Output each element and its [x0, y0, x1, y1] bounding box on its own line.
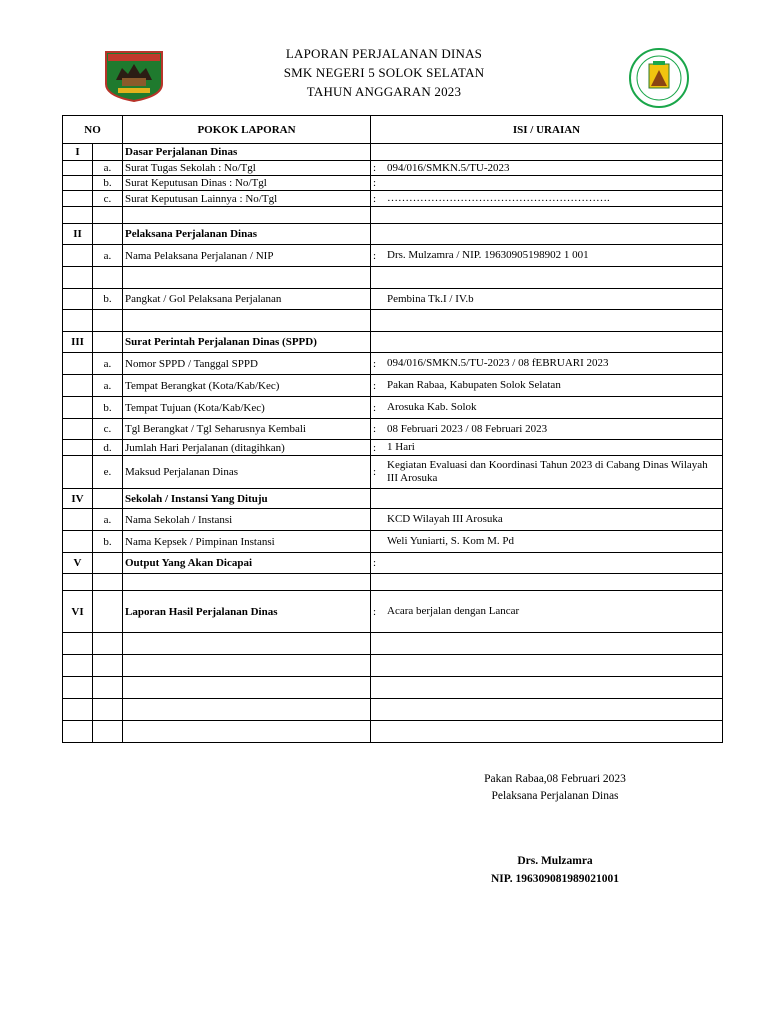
- signer-name: Drs. Mulzamra: [517, 855, 593, 867]
- row-colon: :: [373, 441, 377, 454]
- row-value: Pembina Tk.I / IV.b: [387, 292, 474, 305]
- row-value-cell: [371, 633, 723, 655]
- row-value: Arosuka Kab. Solok: [387, 401, 477, 413]
- footer-role: Pelaksana Perjalanan Dinas: [491, 790, 619, 802]
- row-number: VI: [63, 591, 93, 633]
- row-sub-letter: [93, 591, 123, 633]
- row-sub-letter: [93, 207, 123, 224]
- row-sub-letter: [93, 574, 123, 591]
- row-number: [63, 310, 93, 332]
- row-label: Pangkat / Gol Pelaksana Perjalanan: [123, 289, 371, 310]
- row-value-cell: [371, 353, 723, 375]
- row-value-cell: [371, 310, 723, 332]
- row-value-cell: [371, 574, 723, 591]
- row-value-cell: [371, 699, 723, 721]
- row-sub-letter: b.: [93, 176, 123, 191]
- row-value-cell: [371, 191, 723, 207]
- header-pokok: POKOK LAPORAN: [123, 116, 371, 144]
- row-value: Acara berjalan dengan Lancar: [387, 605, 520, 617]
- row-label: Tempat Berangkat (Kota/Kab/Kec): [123, 375, 371, 397]
- row-colon: :: [373, 423, 377, 435]
- row-label: [123, 574, 371, 591]
- row-label: Surat Keputusan Dinas : No/Tgl: [123, 176, 371, 191]
- row-label: Surat Perintah Perjalanan Dinas (SPPD): [123, 332, 371, 353]
- row-number: [63, 440, 93, 456]
- row-colon: :: [373, 177, 377, 189]
- table-row: [63, 591, 723, 633]
- row-value-cell: [371, 207, 723, 224]
- row-number: [63, 419, 93, 440]
- row-colon: :: [373, 557, 377, 569]
- row-value-cell: [371, 553, 723, 574]
- row-value-cell: [371, 655, 723, 677]
- row-number: I: [63, 144, 93, 161]
- table-row: [63, 289, 723, 310]
- row-value-cell: [371, 531, 723, 553]
- row-value-cell: [371, 332, 723, 353]
- row-sub-letter: e.: [93, 456, 123, 489]
- table-row: [63, 419, 723, 440]
- row-label: [123, 721, 371, 743]
- row-sub-letter: a.: [93, 161, 123, 176]
- row-sub-letter: b.: [93, 289, 123, 310]
- row-number: [63, 353, 93, 375]
- row-value: Weli Yuniarti, S. Kom M. Pd: [387, 535, 515, 547]
- table-row: [63, 489, 723, 509]
- row-colon: :: [373, 162, 377, 174]
- row-value-cell: [371, 509, 723, 531]
- row-sub-letter: c.: [93, 419, 123, 440]
- row-label: [123, 655, 371, 677]
- table-row: [63, 456, 723, 489]
- row-value-cell: [371, 289, 723, 310]
- row-label: [123, 310, 371, 332]
- row-sub-letter: a.: [93, 509, 123, 531]
- table-row: [63, 655, 723, 677]
- row-label: [123, 677, 371, 699]
- table-row: [63, 677, 723, 699]
- row-label: Laporan Hasil Perjalanan Dinas: [123, 591, 371, 633]
- row-number: [63, 574, 93, 591]
- row-value-cell: [371, 267, 723, 289]
- footer-place-date: Pakan Rabaa,08 Februari 2023: [484, 773, 626, 785]
- row-sub-letter: a.: [93, 353, 123, 375]
- table-row: [63, 353, 723, 375]
- row-label: [123, 633, 371, 655]
- row-value-cell: [371, 224, 723, 245]
- row-number: [63, 191, 93, 207]
- row-value-cell: [371, 591, 723, 633]
- table-row: [63, 144, 723, 161]
- row-sub-letter: [93, 267, 123, 289]
- table-row: [63, 699, 723, 721]
- row-colon: :: [373, 192, 377, 205]
- table-row: [63, 531, 723, 553]
- row-label: Tgl Berangkat / Tgl Seharusnya Kembali: [123, 419, 371, 440]
- table-row: [63, 375, 723, 397]
- row-value-cell: [371, 419, 723, 440]
- row-sub-letter: [93, 144, 123, 161]
- row-number: [63, 721, 93, 743]
- row-number: [63, 699, 93, 721]
- table-row: [63, 721, 723, 743]
- row-label: [123, 267, 371, 289]
- table-row: [63, 245, 723, 267]
- row-colon: :: [373, 605, 377, 618]
- row-number: [63, 531, 93, 553]
- row-number: III: [63, 332, 93, 353]
- row-sub-letter: [93, 677, 123, 699]
- row-label: Surat Tugas Sekolah : No/Tgl: [123, 161, 371, 176]
- table-row: [63, 633, 723, 655]
- table-row: [63, 332, 723, 353]
- row-number: IV: [63, 489, 93, 509]
- row-value: Pakan Rabaa, Kabupaten Solok Selatan: [387, 379, 561, 391]
- row-number: [63, 245, 93, 267]
- table-row: [63, 161, 723, 176]
- row-label: Dasar Perjalanan Dinas: [123, 144, 371, 161]
- row-value: …………………………………………………….: [387, 192, 610, 204]
- row-sub-letter: [93, 310, 123, 332]
- row-label: [123, 207, 371, 224]
- row-number: [63, 397, 93, 419]
- row-label: Nama Kepsek / Pimpinan Instansi: [123, 531, 371, 553]
- row-value-cell: [371, 677, 723, 699]
- row-label: Maksud Perjalanan Dinas: [123, 456, 371, 489]
- table-row: [63, 267, 723, 289]
- row-sub-letter: [93, 721, 123, 743]
- row-number: [63, 375, 93, 397]
- row-sub-letter: b.: [93, 531, 123, 553]
- row-colon: :: [373, 401, 377, 414]
- row-value-cell: [371, 489, 723, 509]
- row-number: [63, 161, 93, 176]
- row-sub-letter: [93, 553, 123, 574]
- row-number: [63, 655, 93, 677]
- table-row: [63, 397, 723, 419]
- row-label: Jumlah Hari Perjalanan (ditagihkan): [123, 440, 371, 456]
- row-value: 094/016/SMKN.5/TU-2023: [387, 161, 510, 174]
- row-label: [123, 699, 371, 721]
- row-number: V: [63, 553, 93, 574]
- row-value: KCD Wilayah III Arosuka: [387, 513, 503, 525]
- row-colon: :: [373, 357, 377, 370]
- row-sub-letter: [93, 633, 123, 655]
- table-row: [63, 176, 723, 191]
- row-sub-letter: [93, 489, 123, 509]
- row-value: 08 Februari 2023 / 08 Februari 2023: [387, 422, 548, 435]
- row-label: Surat Keputusan Lainnya : No/Tgl: [123, 191, 371, 207]
- row-value: Drs. Mulzamra / NIP. 19630905198902 1 001: [387, 249, 589, 261]
- row-colon: :: [373, 466, 377, 478]
- row-label: Nama Pelaksana Perjalanan / NIP: [123, 245, 371, 267]
- row-number: [63, 456, 93, 489]
- row-value: 094/016/SMKN.5/TU-2023 / 08 fEBRUARI 2023: [387, 357, 609, 369]
- table-row: [63, 553, 723, 574]
- row-number: [63, 289, 93, 310]
- table-row: [63, 440, 723, 456]
- row-value-cell: [371, 176, 723, 191]
- row-value-cell: [371, 397, 723, 419]
- row-sub-letter: [93, 224, 123, 245]
- row-number: [63, 677, 93, 699]
- row-label: Nomor SPPD / Tanggal SPPD: [123, 353, 371, 375]
- fiscal-year: TAHUN ANGGARAN 2023: [306, 84, 462, 99]
- row-sub-letter: c.: [93, 191, 123, 207]
- row-value-cell: [371, 245, 723, 267]
- row-sub-letter: b.: [93, 397, 123, 419]
- report-title: LAPORAN PERJALANAN DINAS: [285, 46, 483, 61]
- row-value-cell: [371, 456, 723, 489]
- report-header: [0, 44, 768, 101]
- table-header-row: [63, 116, 723, 144]
- table-row: [63, 310, 723, 332]
- row-value-cell: [371, 161, 723, 176]
- row-colon: :: [373, 249, 377, 262]
- signer-nip: NIP. 196309081989021001: [491, 873, 619, 885]
- row-label: Sekolah / Instansi Yang Dituju: [123, 489, 371, 509]
- row-sub-letter: a.: [93, 375, 123, 397]
- row-value-cell: [371, 144, 723, 161]
- row-sub-letter: [93, 699, 123, 721]
- table-row: [63, 224, 723, 245]
- row-value: Kegiatan Evaluasi dan Koordinasi Tahun 2023 di Cabang Dinas Wilayah III Arosuka: [387, 459, 708, 484]
- row-number: [63, 509, 93, 531]
- row-label: Output Yang Akan Dicapai: [123, 553, 371, 574]
- row-sub-letter: a.: [93, 245, 123, 267]
- row-label: Nama Sekolah / Instansi: [123, 509, 371, 531]
- row-number: II: [63, 224, 93, 245]
- header-isi: ISI / URAIAN: [371, 116, 723, 144]
- row-number: [63, 207, 93, 224]
- table-row: [63, 207, 723, 224]
- row-number: [63, 267, 93, 289]
- header-no: NO: [63, 116, 123, 144]
- report-table: [62, 115, 723, 743]
- table-row: [63, 574, 723, 591]
- school-name: SMK NEGERI 5 SOLOK SELATAN: [283, 65, 485, 80]
- row-sub-letter: [93, 655, 123, 677]
- table-row: [63, 191, 723, 207]
- row-number: [63, 633, 93, 655]
- row-label: Pelaksana Perjalanan Dinas: [123, 224, 371, 245]
- row-sub-letter: [93, 332, 123, 353]
- row-label: Tempat Tujuan (Kota/Kab/Kec): [123, 397, 371, 419]
- row-sub-letter: d.: [93, 440, 123, 456]
- row-value-cell: [371, 440, 723, 456]
- table-row: [63, 509, 723, 531]
- row-value: 1 Hari: [387, 441, 415, 453]
- row-colon: :: [373, 379, 377, 392]
- row-value-cell: [371, 721, 723, 743]
- row-number: [63, 176, 93, 191]
- row-value-cell: [371, 375, 723, 397]
